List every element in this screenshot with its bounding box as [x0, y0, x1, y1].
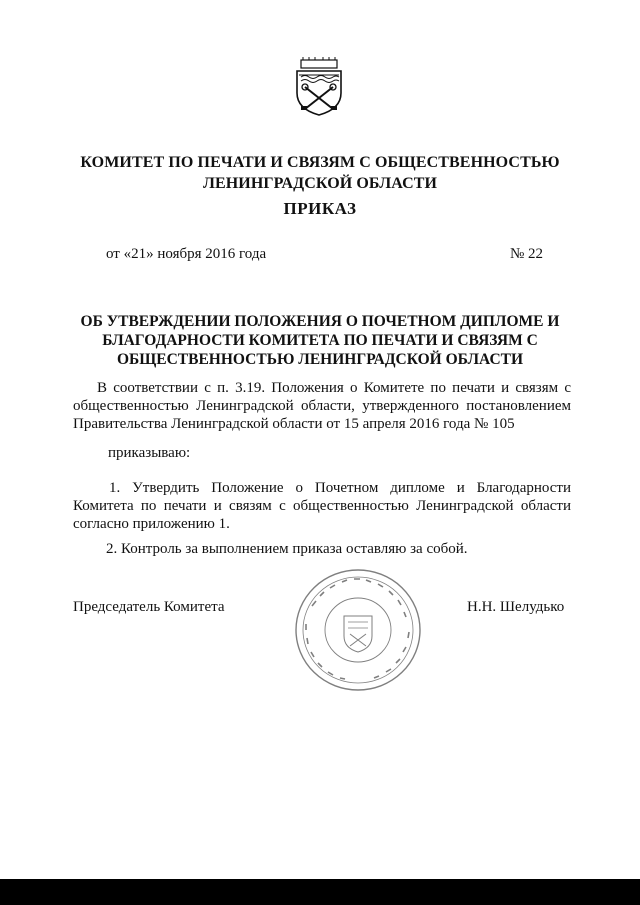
signatory-position: Председатель Комитета [73, 599, 225, 615]
preamble-paragraph: В соответствии с п. 3.19. Положения о Комитете по печати и связям с общественностью Ленинградской области, утвержденного постановлением Правительства Ленинградской области от 15 апреля 2016 года № 105 [73, 380, 571, 432]
official-seal-icon [292, 566, 424, 694]
organization-name [60, 152, 580, 194]
document-title-line1: ОБ УТВЕРЖДЕНИИ ПОЛОЖЕНИЯ О ПОЧЕТНОМ ДИПЛОМЕ И [80, 313, 560, 330]
document-title [72, 312, 568, 369]
document-title-line3: ОБЩЕСТВЕННОСТЬЮ ЛЕНИНГРАДСКОЙ ОБЛАСТИ [116, 351, 524, 368]
scan-bottom-edge [0, 879, 640, 905]
document-date: от «21» ноября 2016 года [106, 246, 267, 262]
organization-name-line2: ЛЕНИНГРАДСКОЙ ОБЛАСТИ [202, 175, 438, 192]
document-title-line2: БЛАГОДАРНОСТИ КОМИТЕТА ПО ПЕЧАТИ И СВЯЗЯМ С [102, 332, 538, 349]
order-item-2: 2. Контроль за выполнением приказа оставляю за собой. [106, 541, 468, 557]
organization-name-line1: КОМИТЕТ ПО ПЕЧАТИ И СВЯЗЯМ С ОБЩЕСТВЕННОСТЬЮ [80, 154, 560, 171]
coat-of-arms-icon [287, 57, 351, 117]
order-item-1: 1. Утвердить Положение о Почетном дипломе и Благодарности Комитета по печати и связям с общественностью Ленинградской области согласно приложению 1. [73, 480, 571, 532]
document-type: ПРИКАЗ [283, 199, 357, 218]
signatory-name: Н.Н. Шелудько [467, 599, 565, 615]
document-number: № 22 [510, 246, 544, 262]
order-word: приказываю: [108, 445, 191, 461]
